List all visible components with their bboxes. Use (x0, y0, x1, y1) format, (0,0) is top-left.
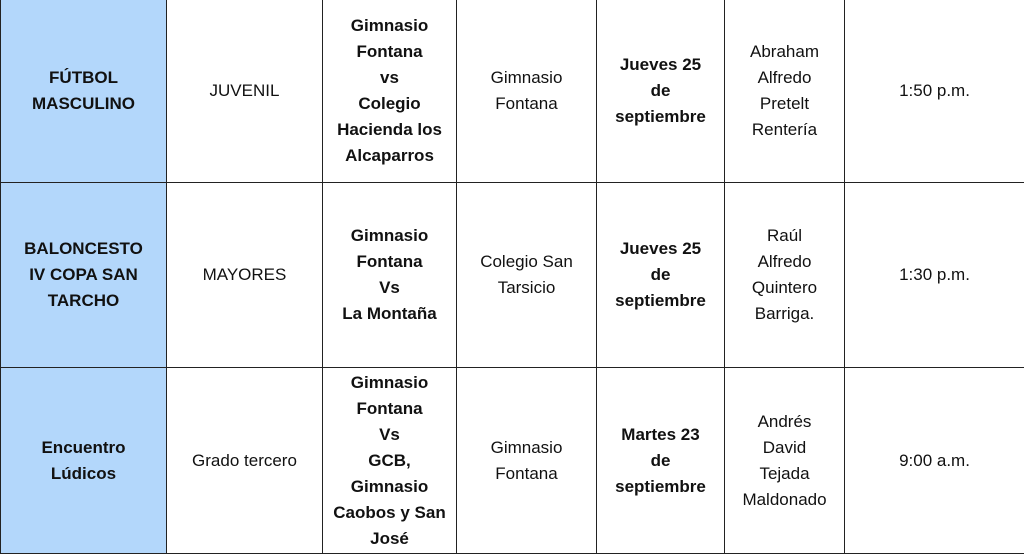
match-cell-line: vs (380, 67, 399, 87)
referee-cell-line: Alfredo (757, 67, 812, 87)
sport-cell (1, 183, 167, 368)
date-cell-line: Jueves 25 (619, 239, 702, 258)
referee-cell (725, 0, 845, 183)
referee-cell (725, 368, 845, 554)
date-cell (597, 183, 725, 368)
date-cell-line: septiembre (615, 476, 706, 496)
referee-cell-line: Andrés (757, 411, 812, 431)
referee-cell-line: Alfredo (757, 252, 812, 271)
date-cell-line: Jueves 25 (619, 54, 702, 74)
match-cell-line: Fontana (356, 41, 423, 61)
table-row (1, 183, 1024, 368)
venue-cell-line: Colegio San (480, 252, 573, 271)
referee-cell-line: Barriga. (754, 304, 815, 323)
venue-cell-line: Gimnasio (490, 67, 563, 87)
sport-cell-line: Lúdicos (50, 463, 117, 483)
match-cell-line: Gimnasio (350, 15, 429, 35)
match-cell-line: José (370, 528, 409, 548)
sport-cell-line: IV COPA SAN (29, 265, 138, 284)
sport-cell-line: TARCHO (47, 291, 120, 310)
referee-cell-line: David (762, 437, 807, 457)
venue-cell (457, 183, 597, 368)
category-cell-line: MAYORES (202, 265, 287, 284)
match-cell-line: Gimnasio (350, 226, 429, 245)
date-cell (597, 0, 725, 183)
time-cell (845, 183, 1024, 368)
date-cell-line: septiembre (615, 106, 706, 126)
match-cell-line: Caobos y San (333, 502, 446, 522)
category-cell (167, 183, 323, 368)
referee-cell-line: Maldonado (742, 489, 827, 509)
match-cell-line: Colegio (358, 93, 421, 113)
referee-cell-line: Pretelt (759, 93, 810, 113)
date-cell-line: de (650, 265, 671, 284)
venue-cell (457, 368, 597, 554)
date-cell-line: Martes 23 (621, 424, 700, 444)
referee-cell-line: Raúl (767, 226, 802, 245)
sport-cell-line: FÚTBOL (49, 67, 118, 87)
category-cell-line: JUVENIL (209, 80, 280, 100)
time-cell-line: 1:30 p.m. (899, 265, 970, 284)
table-row (1, 0, 1024, 183)
venue-cell-line: Fontana (495, 93, 558, 113)
sport-cell-line: MASCULINO (32, 93, 135, 113)
match-cell-line: Vs (379, 424, 400, 444)
time-cell-line: 9:00 a.m. (899, 450, 970, 470)
time-cell (845, 0, 1024, 183)
match-cell-line: Fontana (356, 398, 423, 418)
time-cell-line: 1:50 p.m. (899, 80, 970, 100)
match-cell-line: Alcaparros (345, 145, 434, 165)
match-cell-line: Hacienda los (337, 119, 442, 139)
venue-cell (457, 0, 597, 183)
date-cell-line: de (650, 80, 671, 100)
sport-cell (1, 0, 167, 183)
match-cell-line: La Montaña (342, 304, 437, 323)
match-cell-line: Fontana (356, 252, 423, 271)
referee-cell-line: Quintero (751, 278, 818, 297)
referee-cell (725, 183, 845, 368)
sport-cell-line: BALONCESTO (24, 239, 143, 258)
referee-cell-line: Rentería (751, 119, 818, 139)
date-cell (597, 368, 725, 554)
venue-cell-line: Gimnasio (490, 437, 563, 457)
time-cell (845, 368, 1024, 554)
venue-cell-line: Tarsicio (497, 278, 556, 297)
match-cell (323, 183, 457, 368)
category-cell-line: Grado tercero (192, 450, 297, 470)
date-cell-line: de (650, 450, 671, 470)
match-cell (323, 0, 457, 183)
match-cell-line: Gimnasio (350, 476, 429, 496)
match-cell-line: Vs (379, 278, 400, 297)
table-row (1, 368, 1024, 554)
category-cell (167, 0, 323, 183)
sport-cell-line: Encuentro (41, 437, 126, 457)
category-cell (167, 368, 323, 554)
referee-cell-line: Abraham (750, 41, 819, 61)
match-cell-line: GCB, (368, 450, 411, 470)
date-cell-line: septiembre (615, 291, 706, 310)
match-cell-line: Gimnasio (350, 372, 429, 392)
sport-cell (1, 368, 167, 554)
match-cell (323, 368, 457, 554)
venue-cell-line: Fontana (495, 463, 558, 483)
referee-cell-line: Tejada (759, 463, 810, 483)
